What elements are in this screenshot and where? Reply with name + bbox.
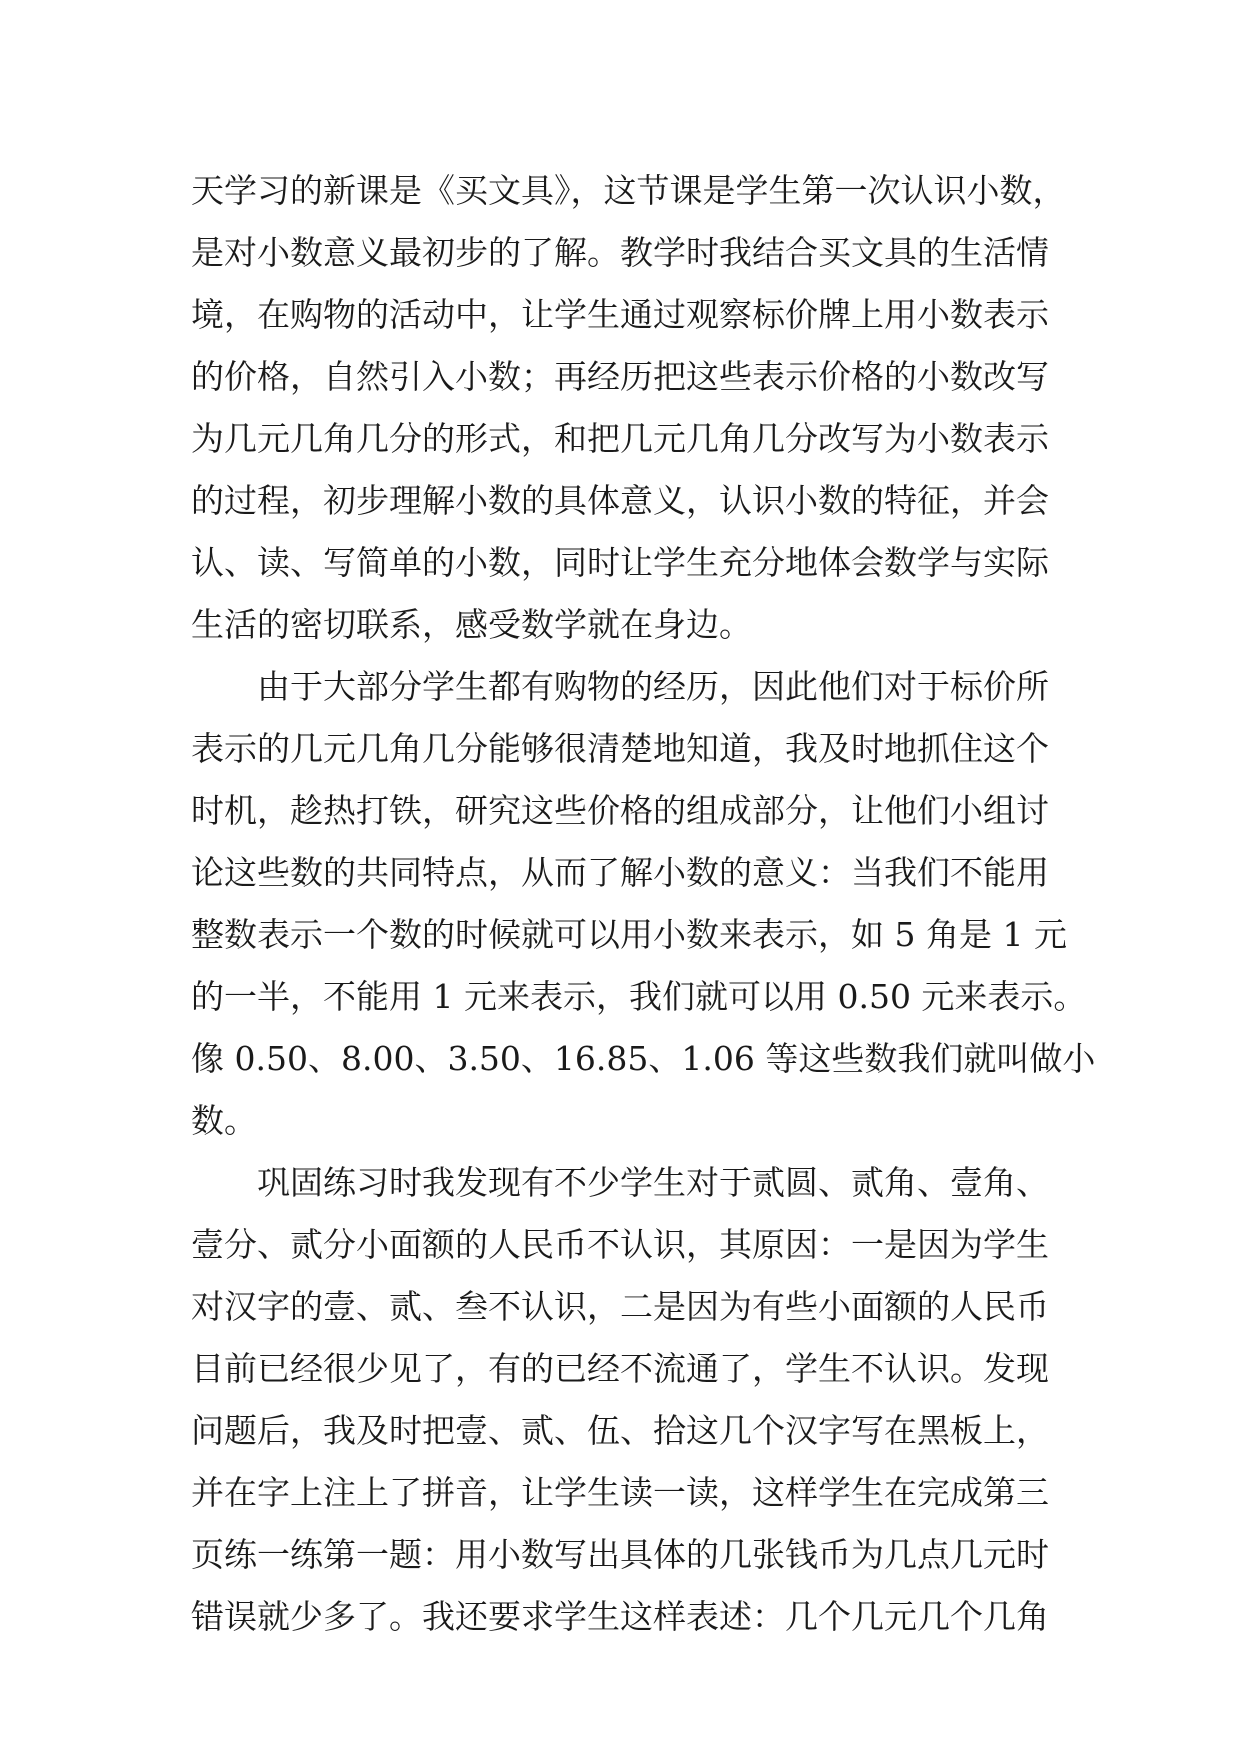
body-text <box>191 160 1096 1648</box>
text-line: 境，在购物的活动中，让学生通过观察标价牌上用小数表示 <box>191 295 1049 334</box>
text-line: 错误就少多了。我还要求学生这样表述：几个几元几个几角 <box>191 1597 1049 1636</box>
text-line: 认、读、写简单的小数，同时让学生充分地体会数学与实际 <box>191 543 1049 582</box>
text-line: 像 0.50、8.00、3.50、16.85、1.06 等这些数我们就叫做小 <box>191 1039 1096 1078</box>
text-line: 论这些数的共同特点，从而了解小数的意义：当我们不能用 <box>191 853 1049 892</box>
text-line: 时机，趁热打铁，研究这些价格的组成部分，让他们小组讨 <box>191 791 1049 830</box>
text-line: 的一半，不能用 1 元来表示，我们就可以用 0.50 元来表示。 <box>191 977 1087 1016</box>
text-line: 生活的密切联系，感受数学就在身边。 <box>191 605 752 644</box>
text-line: 是对小数意义最初步的了解。教学时我结合买文具的生活情 <box>191 233 1049 272</box>
text-line: 问题后，我及时把壹、贰、伍、拾这几个汉字写在黑板上， <box>191 1411 1049 1450</box>
text-line: 对汉字的壹、贰、叁不认识，二是因为有些小面额的人民币 <box>191 1287 1049 1326</box>
text-line: 并在字上注上了拼音，让学生读一读，这样学生在完成第三 <box>191 1473 1049 1512</box>
text-line: 目前已经很少见了，有的已经不流通了，学生不认识。发现 <box>191 1349 1049 1388</box>
paragraph-start-line: 由于大部分学生都有购物的经历，因此他们对于标价所 <box>257 667 1049 706</box>
text-line: 表示的几元几角几分能够很清楚地知道，我及时地抓住这个 <box>191 729 1049 768</box>
text-line: 为几元几角几分的形式，和把几元几角几分改写为小数表示 <box>191 419 1049 458</box>
text-line: 页练一练第一题：用小数写出具体的几张钱币为几点几元时 <box>191 1535 1049 1574</box>
text-line: 的价格，自然引入小数；再经历把这些表示价格的小数改写 <box>191 357 1049 396</box>
text-line: 的过程，初步理解小数的具体意义，认识小数的特征，并会 <box>191 481 1049 520</box>
text-line: 天学习的新课是《买文具》，这节课是学生第一次认识小数， <box>191 171 1066 210</box>
text-line: 数。 <box>191 1101 257 1140</box>
paragraph-start-line: 巩固练习时我发现有不少学生对于贰圆、贰角、壹角、 <box>257 1163 1049 1202</box>
text-line: 壹分、贰分小面额的人民币不认识，其原因：一是因为学生 <box>191 1225 1049 1264</box>
text-line: 整数表示一个数的时候就可以用小数来表示，如 5 角是 1 元 <box>191 915 1067 954</box>
